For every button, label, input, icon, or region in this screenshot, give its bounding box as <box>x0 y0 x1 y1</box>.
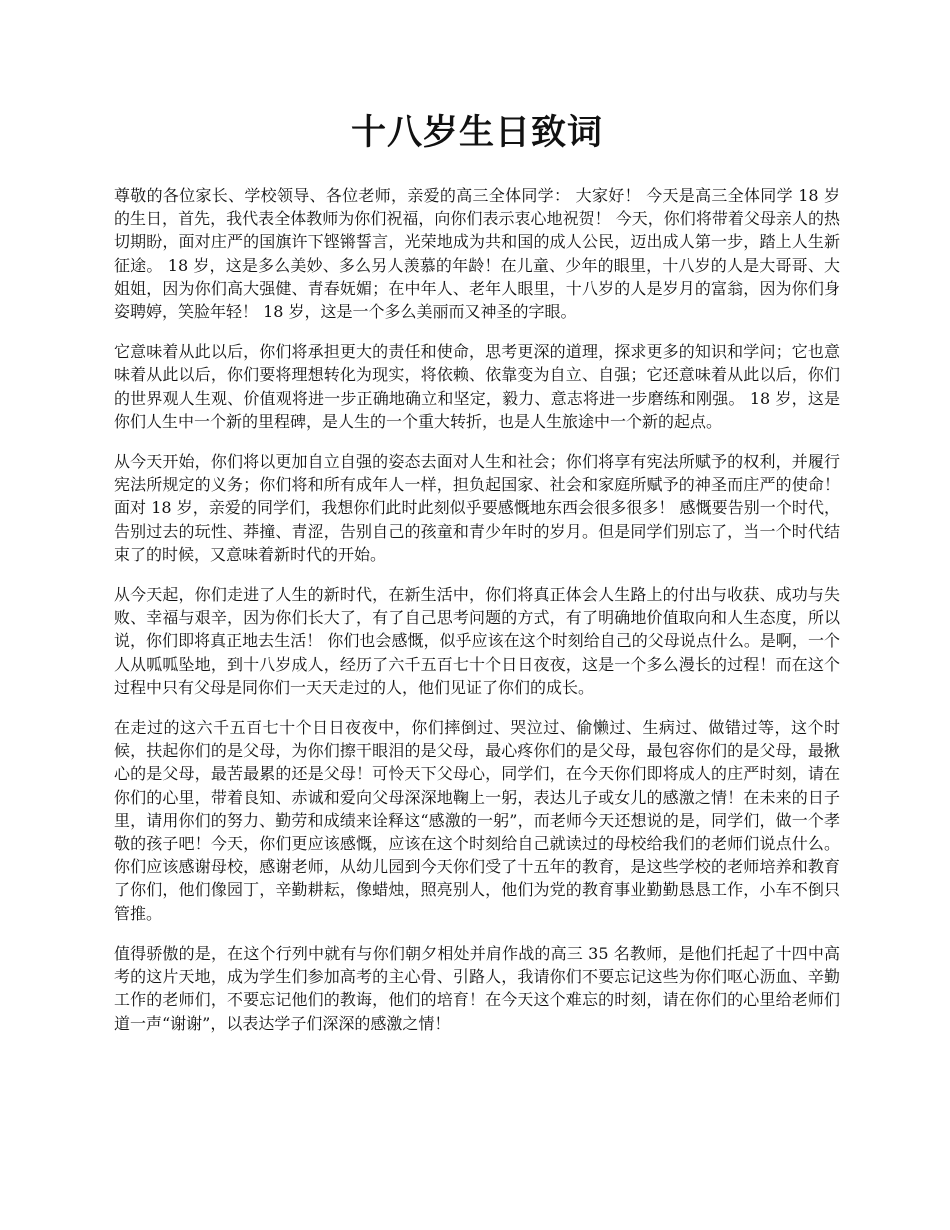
paragraph-3: 从今天开始，你们将以更加自立自强的姿态去面对人生和社会；你们将享有宪法所赋予的权利，并履行宪法所规定的义务；你们将和所有成年人一样，担负起国家、社会和家庭所赋予的神圣而庄严的使命！ 面对 18 岁，亲爱的同学们，我想你们此时此刻似乎要感慨地东西会很多很多！ 感慨要告别一个时代，告别过去的玩性、莽撞、青涩，告别自己的孩童和青少年时的岁月。但是同学们别忘了，当一个时代结束了的时候，又意味着新时代的开始。 <box>114 452 840 564</box>
paragraph-5: 在走过的这六千五百七十个日日夜夜中，你们摔倒过、哭泣过、偷懒过、生病过、做错过等，这个时候，扶起你们的是父母，为你们擦干眼泪的是父母，最心疼你们的是父母，最包容你们的是父母，最揪心的是父母，最苦最累的还是父母！可怜天下父母心，同学们，在今天你们即将成人的庄严时刻，请在你们的心里，带着良知、赤诚和爱向父母深深地鞠上一躬，表达儿子或女儿的感激之情！在未来的日子里，请用你们的努力、勤劳和成绩来诠释这“感激的一躬”，而老师今天还想说的是，同学们，做一个孝敬的孩子吧！今天，你们更应该感慨，应该在这个时刻给自己就读过的母校给我们的老师们说点什么。你们应该感谢母校，感谢老师，从幼儿园到今天你们受了十五年的教育，是这些学校的老师培养和教育了你们，他们像园丁，辛勤耕耘，像蜡烛，照亮别人，他们为党的教育事业勤勤恳恳工作，小车不倒只管推。 <box>114 718 840 923</box>
paragraph-4: 从今天起，你们走进了人生的新时代，在新生活中，你们将真正体会人生路上的付出与收获、成功与失败、幸福与艰辛，因为你们长大了，有了自己思考问题的方式，有了明确地价值取向和人生态度，所以说，你们即将真正地去生活！ 你们也会感慨，似乎应该在这个时刻给自己的父母说点什么。是啊，一个人从呱呱坠地，到十八岁成人，经历了六千五百七十个日日夜夜，这是一个多么漫长的过程！而在这个过程中只有父母是同你们一天天走过的人，他们见证了你们的成长。 <box>114 585 840 697</box>
paragraph-1: 尊敬的各位家长、学校领导、各位老师，亲爱的高三全体同学： 大家好！ 今天是高三全体同学 18 岁的生日，首先，我代表全体教师为你们祝福，向你们表示衷心地祝贺！ 今天，你们将带着父母亲人的热切期盼，面对庄严的国旗许下铿锵誓言，光荣地成为共和国的成人公民，迈出成人第一步，踏上人生新征途。 18 岁，这是多么美妙、多么另人羡慕的年龄！在儿童、少年的眼里，十八岁的人是大哥哥、大姐姐，因为你们高大强健、青春妩媚；在中年人、老年人眼里，十八岁的人是岁月的富翁，因为你们身姿聘婷，笑脸年轻！ 18 岁，这是一个多么美丽而又神圣的字眼。 <box>114 186 840 322</box>
document-title: 十八岁生日致词 <box>350 112 603 153</box>
paragraph-2: 它意味着从此以后，你们将承担更大的责任和使命，思考更深的道理，探求更多的知识和学问；它也意味着从此以后，你们要将理想转化为现实，将依赖、依靠变为自立、自强；它还意味着从此以后，你们的世界观人生观、价值观将进一步正确地确立和坚定，毅力、意志将进一步磨练和刚强。 18 岁，这是你们人生中一个新的里程碑，是人生的一个重大转折，也是人生旅途中一个新的起点。 <box>114 342 840 431</box>
paragraph-6: 值得骄傲的是，在这个行列中就有与你们朝夕相处并肩作战的高三 35 名教师，是他们托起了十四中高考的这片天地，成为学生们参加高考的主心骨、引路人，我请你们不要忘记这些为你们呕心沥血、辛勤工作的老师们，不要忘记他们的教诲，他们的培育！在今天这个难忘的时刻，请在你们的心里给老师们道一声“谢谢”，以表达学子们深深的感激之情！ <box>114 943 840 1033</box>
